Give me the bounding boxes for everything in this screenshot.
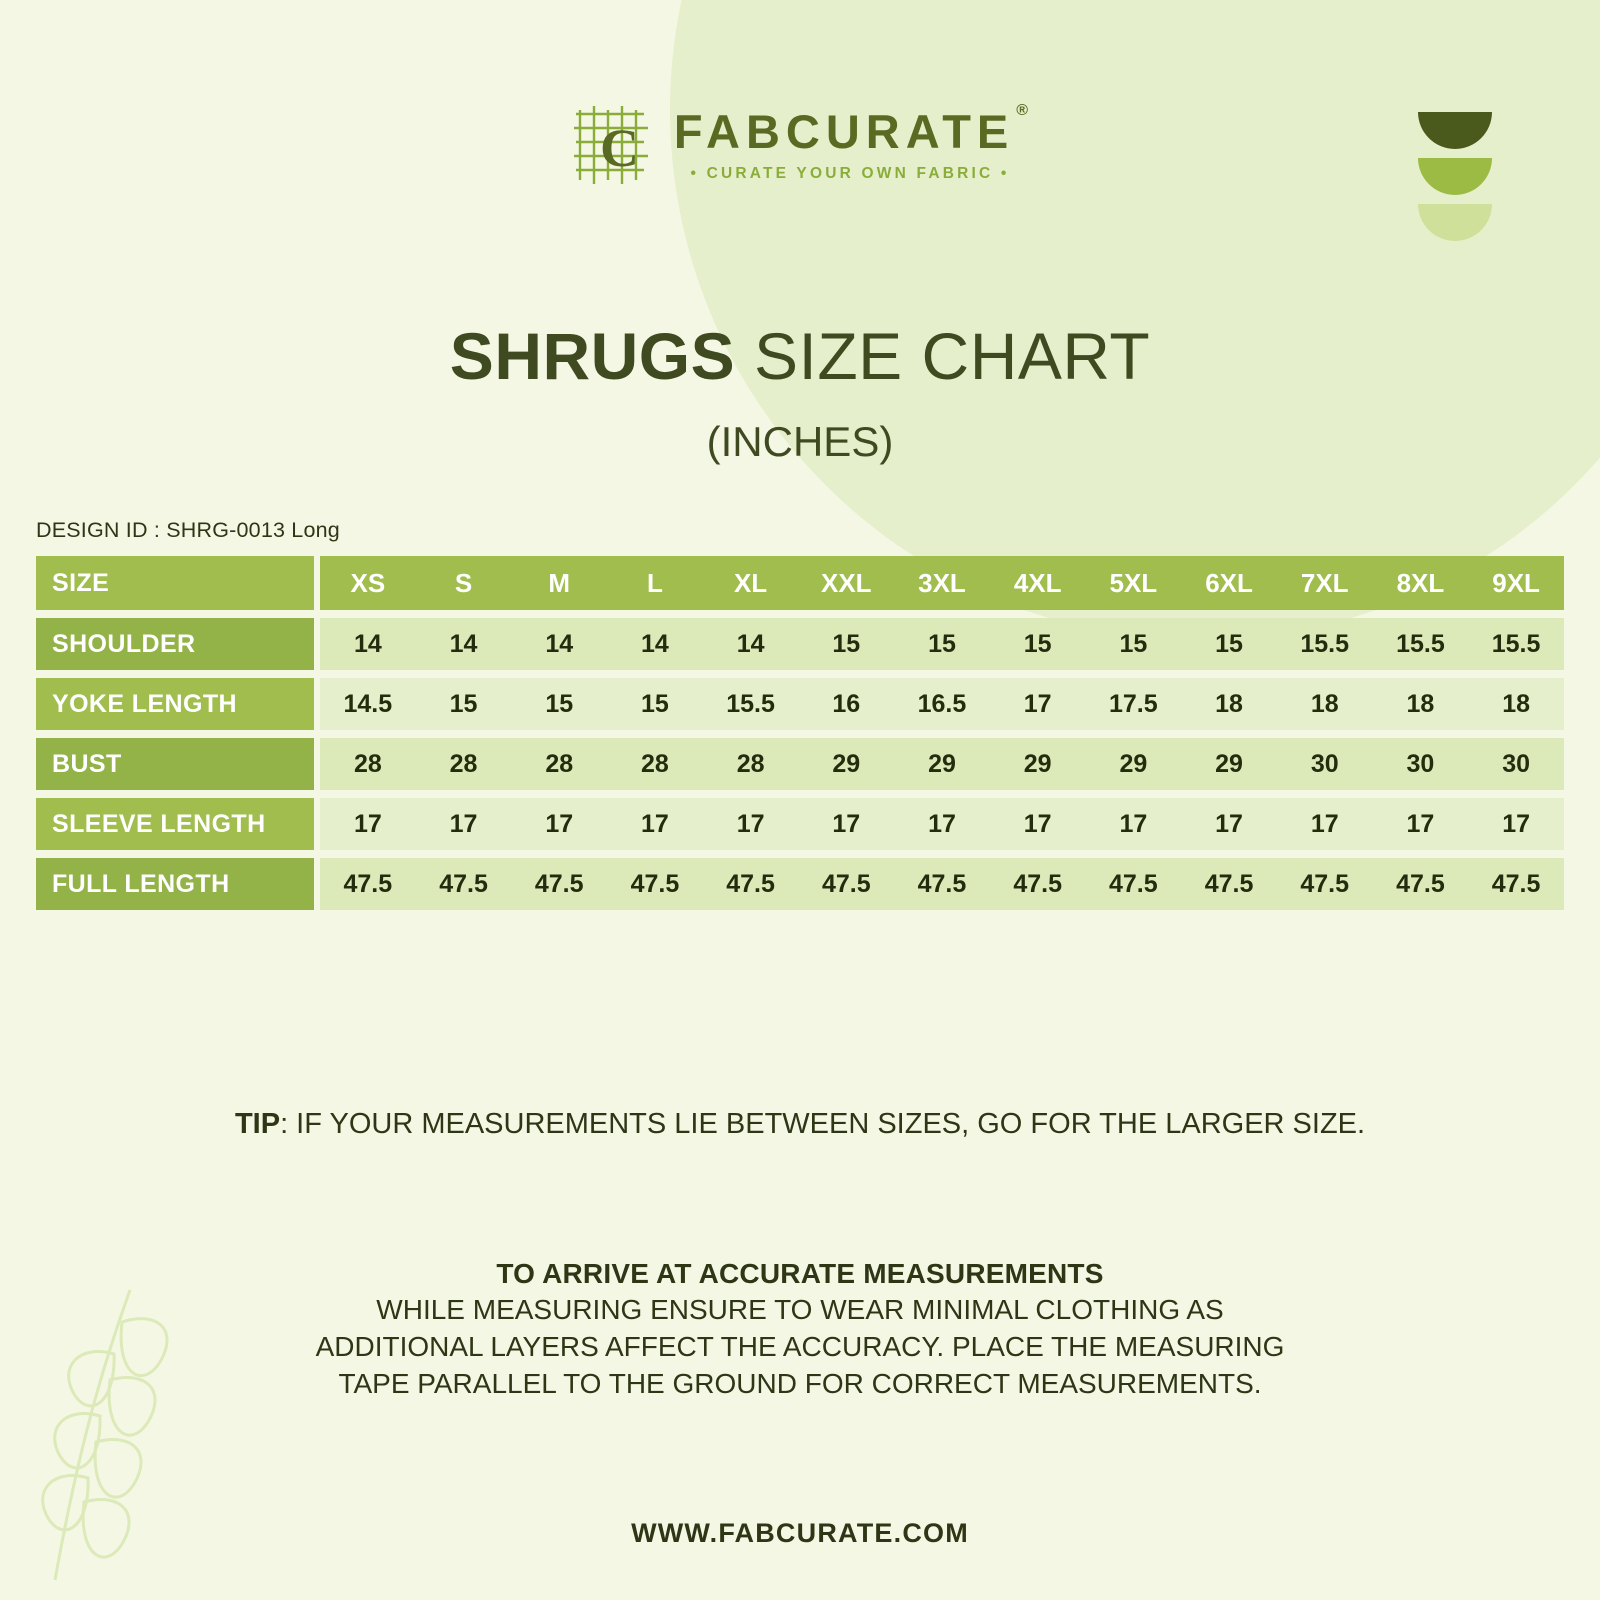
measurement-cell: 47.5 [1109, 869, 1158, 898]
size-header-cell: 4XL [1013, 567, 1062, 598]
size-header-cell: 3XL [918, 567, 966, 598]
page-title-rest: SIZE CHART [735, 319, 1151, 393]
measurement-cell: 17 [1502, 809, 1530, 838]
measurement-cell: 15 [1215, 629, 1243, 658]
measurement-cell: 14.5 [343, 689, 393, 718]
table-header-row [36, 556, 1564, 610]
accurate-line-2: ADDITIONAL LAYERS AFFECT THE ACCURACY. PLACE THE MEASURING [315, 1330, 1285, 1362]
measurement-cell: 28 [736, 749, 765, 778]
page-subtitle: (INCHES) [706, 418, 894, 465]
measurement-cell: 14 [736, 629, 765, 658]
page-title-strong: SHRUGS [449, 319, 736, 393]
size-header-cell: 7XL [1300, 567, 1349, 598]
size-header-cell: 6XL [1205, 567, 1253, 598]
measurement-cell: 47.5 [726, 869, 775, 898]
design-id: DESIGN ID : SHRG-0013 Long [36, 518, 340, 542]
measurement-cell: 15 [928, 629, 956, 658]
measurement-cell: 17 [1023, 809, 1052, 838]
measurement-cell: 29 [1119, 749, 1148, 778]
measurement-cell: 47.5 [1204, 869, 1254, 898]
tip-text: : IF YOUR MEASUREMENTS LIE BETWEEN SIZES, GO FOR THE LARGER SIZE. [280, 1108, 1366, 1140]
column-header-size: SIZE [36, 556, 314, 610]
accurate-line-1: WHILE MEASURING ENSURE TO WEAR MINIMAL CLOTHING AS [376, 1294, 1224, 1325]
size-header-cell: XXL [820, 567, 872, 598]
svg-text:C: C [599, 118, 639, 178]
measurement-cell: 28 [353, 749, 382, 778]
measurement-cell: 18 [1310, 689, 1339, 718]
measurement-cell: 17 [1310, 809, 1339, 838]
measurement-cell: 15 [1023, 629, 1052, 658]
measurement-cell: 15 [449, 689, 478, 718]
measurement-cell: 17 [449, 809, 478, 838]
measurement-cell: 18 [1406, 689, 1435, 718]
measurement-cell: 17 [1023, 689, 1052, 718]
measurement-cell: 28 [449, 749, 478, 778]
table-row [36, 678, 1564, 730]
brand-logo [0, 101, 1600, 186]
measurement-cell: 47.5 [1396, 869, 1445, 898]
measurement-cell: 15.5 [1396, 629, 1445, 658]
measurement-cell: 17 [641, 809, 669, 838]
tip-note [0, 1108, 1600, 1141]
table-row [36, 798, 1564, 850]
size-header-cell: M [548, 567, 571, 598]
measurement-cell: 17 [353, 809, 382, 838]
bowl-shape-light [1418, 204, 1492, 241]
table-row [36, 738, 1564, 790]
bowl-shape-mid [1418, 158, 1492, 195]
registered-mark: ® [1016, 101, 1029, 119]
measurement-cell: 29 [1023, 749, 1052, 778]
size-header-cell: L [646, 567, 663, 598]
measurement-cell: 15.5 [1491, 629, 1541, 658]
measurement-cell: 15 [641, 689, 669, 718]
measurement-cell: 30 [1310, 749, 1339, 778]
size-header-cell: 8XL [1396, 567, 1445, 598]
measurement-cell: 18 [1502, 689, 1530, 718]
accurate-measurements-note [0, 1258, 1600, 1403]
measurement-cell: 15.5 [1300, 629, 1350, 658]
size-header-cell: XL [733, 567, 768, 598]
measurement-cell: 17 [1119, 809, 1148, 838]
measurement-cell: 18 [1215, 689, 1243, 718]
size-header-cell: S [454, 567, 473, 598]
fabcurate-monogram-icon [574, 104, 652, 186]
measurement-cell: 29 [1215, 749, 1243, 778]
measurement-cell: 29 [928, 749, 956, 778]
measurement-cell: 14 [353, 629, 382, 658]
measurement-cell: 17 [736, 809, 765, 838]
accurate-heading: TO ARRIVE AT ACCURATE MEASUREMENTS [496, 1258, 1104, 1289]
measurement-cell: 17 [832, 809, 861, 838]
measurement-cell: 15 [832, 629, 861, 658]
accurate-line-3: TAPE PARALLEL TO THE GROUND FOR CORRECT MEASUREMENTS. [338, 1367, 1262, 1399]
measurement-cell: 14 [545, 629, 574, 658]
measurement-cell: 16 [832, 689, 861, 718]
size-header-cell: 9XL [1492, 567, 1540, 598]
measurement-cell: 17.5 [1109, 689, 1158, 718]
size-header-cell: XS [350, 567, 386, 598]
brand-name: FABCURATE ® [673, 101, 1029, 158]
measurement-cell: 30 [1406, 749, 1435, 778]
measurement-cell: 47.5 [534, 869, 584, 898]
measurement-cell: 28 [641, 749, 669, 778]
measurement-cell: 15.5 [726, 689, 775, 718]
brand-tagline: • CURATE YOUR OWN FABRIC • [690, 164, 1010, 182]
measurement-cell: 14 [449, 629, 478, 658]
measurement-cell: 47.5 [1491, 869, 1541, 898]
measurement-cell: 17 [928, 809, 956, 838]
measurement-cell: 47.5 [821, 869, 871, 898]
tip-label: TIP [234, 1108, 281, 1140]
bowl-shape-dark [1418, 112, 1492, 149]
measurement-cell: 17 [545, 809, 574, 838]
page-title [0, 318, 1600, 394]
table-row [36, 618, 1564, 670]
row-label: SLEEVE LENGTH [36, 798, 314, 850]
measurement-cell: 47.5 [343, 869, 393, 898]
measurement-cell: 30 [1502, 749, 1530, 778]
size-header-cell: 5XL [1109, 567, 1158, 598]
measurement-cell: 16.5 [917, 689, 967, 718]
measurement-cell: 47.5 [439, 869, 488, 898]
measurement-cell: 17 [1406, 809, 1435, 838]
measurement-cell: 15 [1119, 629, 1148, 658]
decorative-bowls [1418, 112, 1492, 241]
measurement-cell: 14 [641, 629, 669, 658]
measurement-cell: 17 [1215, 809, 1243, 838]
website-footer[interactable]: WWW.FABCURATE.COM [631, 1518, 969, 1548]
measurement-cell: 47.5 [1013, 869, 1062, 898]
row-label: SHOULDER [36, 618, 314, 670]
measurement-cell: 15 [545, 689, 574, 718]
measurement-cell: 47.5 [1300, 869, 1350, 898]
measurement-cell: 47.5 [917, 869, 967, 898]
row-label: FULL LENGTH [36, 858, 314, 910]
measurement-cell: 47.5 [630, 869, 680, 898]
table-row [36, 858, 1564, 910]
measurement-cell: 29 [832, 749, 861, 778]
measurement-cell: 28 [545, 749, 574, 778]
row-label: BUST [36, 738, 314, 790]
row-label: YOKE LENGTH [36, 678, 314, 730]
size-chart-table [36, 556, 1564, 910]
